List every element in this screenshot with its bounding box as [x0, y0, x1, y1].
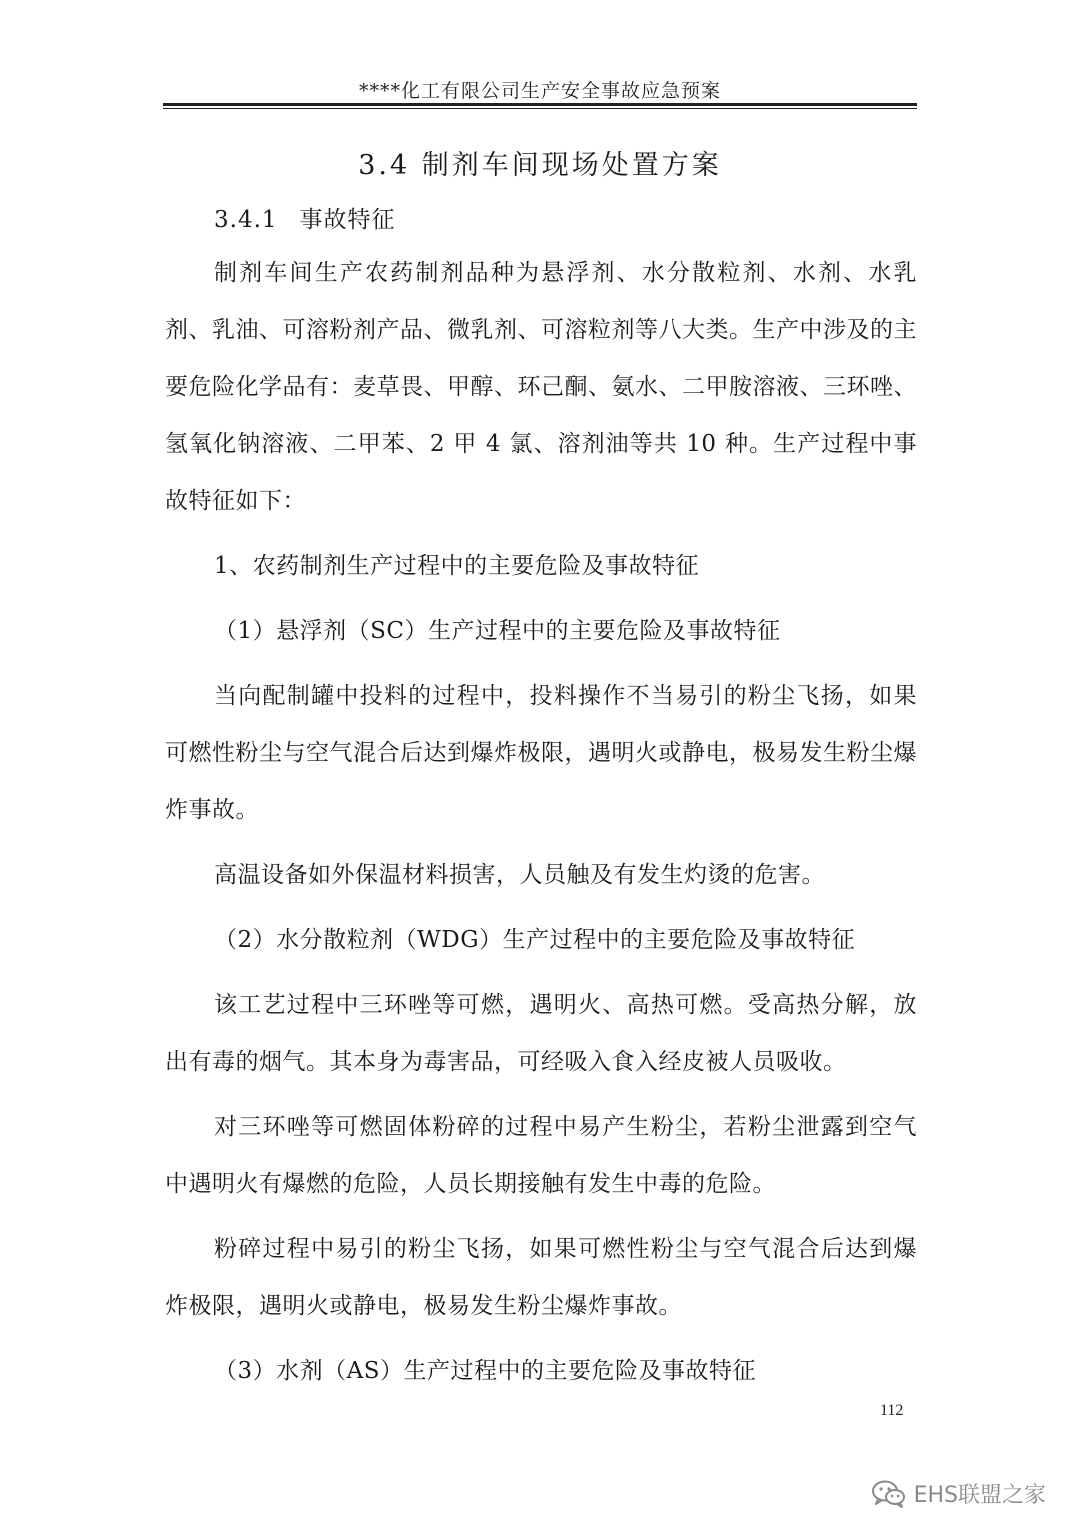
paragraph-wdg-dust: 对三环唑等可燃固体粉碎的过程中易产生粉尘，若粉尘泄露到空气中遇明火有爆燃的危险，人员长期接触有发生中毒的危险。	[165, 1114, 917, 1197]
paragraph-subheading-sc: （1）悬浮剂（SC）生产过程中的主要危险及事故特征	[214, 618, 781, 644]
header-rule-thin	[163, 108, 917, 109]
header-rule	[163, 103, 917, 106]
section-heading	[214, 201, 396, 234]
paragraph-subheading-wdg: （2）水分散粒剂（WDG）生产过程中的主要危险及事故特征	[214, 927, 856, 953]
wechat-icon	[872, 1480, 906, 1508]
page-number: 112	[880, 1402, 904, 1419]
paragraph-intro: 制剂车间生产农药制剂品种为悬浮剂、水分散粒剂、水剂、水乳剂、乳油、可溶粉剂产品、微乳剂、可溶粒剂等八大类。生产中涉及的主要危险化学品有：麦草畏、甲醇、环己酮、氨水、二甲胺溶液、三环唑、 氢氧化钠溶液、二甲苯、2 甲 4 氯、溶剂油等共 10 种。生产过程中事故特征如下：	[165, 260, 917, 514]
page-title: 3.4 制剂车间现场处置方案	[358, 150, 722, 181]
watermark-text: EHS联盟之家	[913, 1483, 1046, 1508]
paragraph-sc-burn: 高温设备如外保温材料损害，人员触及有发生灼烫的危害。	[214, 862, 825, 888]
paragraph-heading-1: 1、农药制剂生产过程中的主要危险及事故特征	[214, 553, 700, 579]
paragraph-sc-dust: 当向配制罐中投料的过程中，投料操作不当易引的粉尘飞扬，如果可燃性粉尘与空气混合后达到爆炸极限，遇明火或静电，极易发生粉尘爆炸事故。	[165, 683, 917, 823]
paragraph-wdg-flammable: 该工艺过程中三环唑等可燃，遇明火、高热可燃。受高热分解，放出有毒的烟气。其本身为毒害品，可经吸入食入经皮被人员吸收。	[165, 992, 917, 1075]
running-header: ****化工有限公司生产安全事故应急预案	[358, 80, 721, 102]
section-number: 3.4.1	[214, 207, 278, 233]
paragraph-wdg-explosion: 粉碎过程中易引的粉尘飞扬，如果可燃性粉尘与空气混合后达到爆炸极限，遇明火或静电，极易发生粉尘爆炸事故。	[165, 1236, 917, 1319]
watermark	[872, 1478, 1046, 1509]
section-title: 事故特征	[299, 207, 396, 233]
paragraph-subheading-as: （3）水剂（AS）生产过程中的主要危险及事故特征	[214, 1358, 756, 1384]
body-content	[165, 245, 917, 1408]
